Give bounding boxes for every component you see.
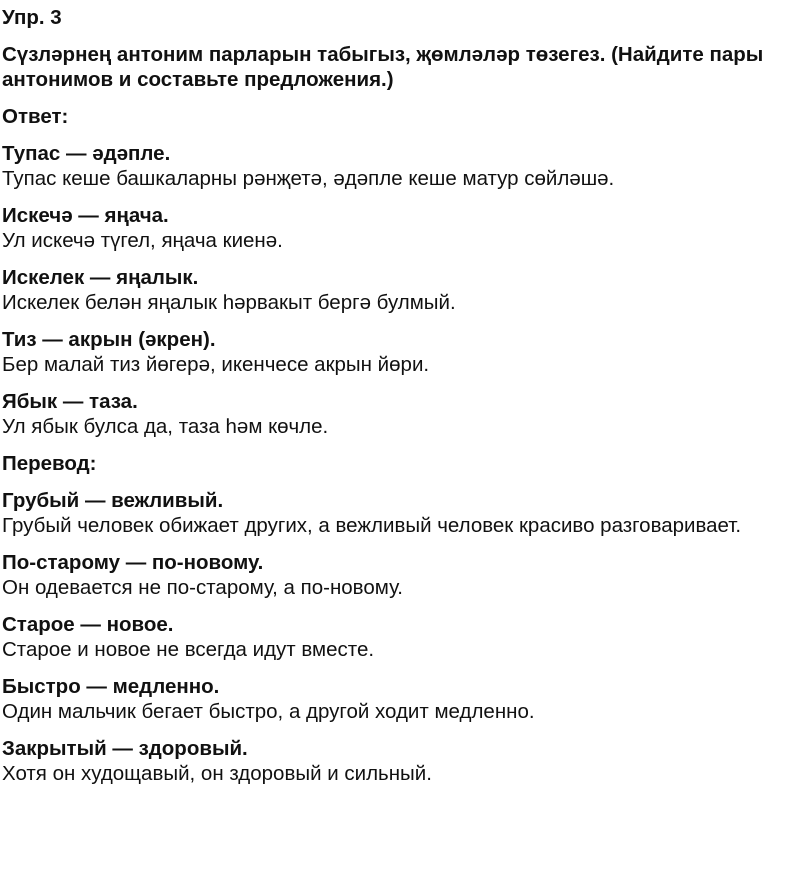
answer-entry [2, 265, 798, 315]
translated-sentence: Грубый человек обижает других, а вежливый человек красиво разговаривает. [2, 514, 742, 537]
answer-entry [2, 203, 798, 253]
translation-entry [2, 736, 798, 786]
example-sentence: Ул искечә түгел, яңача киенә. [2, 229, 283, 252]
antonym-pair: Ябык — таза. [2, 390, 138, 413]
translated-sentence: Он одевается не по-старому, а по-новому. [2, 576, 403, 599]
answer-entry [2, 141, 798, 191]
task-text: Сүзләрнең антоним парларын табыгыз, җөмләләр төзегез. (Найдите пары антонимов и составьте предложения.) [2, 43, 764, 91]
answer-heading: Ответ: [2, 105, 69, 128]
example-sentence: Тупас кеше башкаларны рәнҗетә, әдәпле кеше матур сөйләшә. [2, 167, 615, 190]
antonym-pair: Искечә — яңача. [2, 204, 169, 227]
antonym-pair: Искелек — яңалык. [2, 266, 199, 289]
translated-sentence: Один мальчик бегает быстро, а другой ходит медленно. [2, 700, 535, 723]
example-sentence: Ул ябык булса да, таза һәм көчле. [2, 415, 329, 438]
translated-pair: Грубый — вежливый. [2, 489, 224, 512]
translation-entry [2, 550, 798, 600]
example-sentence: Искелек белән яңалык һәрвакыт бергә булмый. [2, 291, 456, 314]
antonym-pair: Тупас — әдәпле. [2, 142, 171, 165]
translation-heading: Перевод: [2, 452, 97, 475]
translated-pair: Быстро — медленно. [2, 675, 220, 698]
translation-entry [2, 612, 798, 662]
antonym-pair: Тиз — акрын (әкрен). [2, 328, 216, 351]
translated-sentence: Старое и новое не всегда идут вместе. [2, 638, 375, 661]
translation-entry [2, 488, 798, 538]
answer-entry [2, 327, 798, 377]
exercise-page [2, 0, 798, 786]
translated-pair: Старое — новое. [2, 613, 174, 636]
exercise-number: Упр. 3 [2, 6, 62, 29]
translated-pair: По-старому — по-новому. [2, 551, 264, 574]
answer-entry [2, 389, 798, 439]
example-sentence: Бер малай тиз йөгерә, икенчесе акрын йөри. [2, 353, 430, 376]
translated-sentence: Хотя он худощавый, он здоровый и сильный. [2, 762, 432, 785]
translation-entry [2, 674, 798, 724]
translated-pair: Закрытый — здоровый. [2, 737, 248, 760]
